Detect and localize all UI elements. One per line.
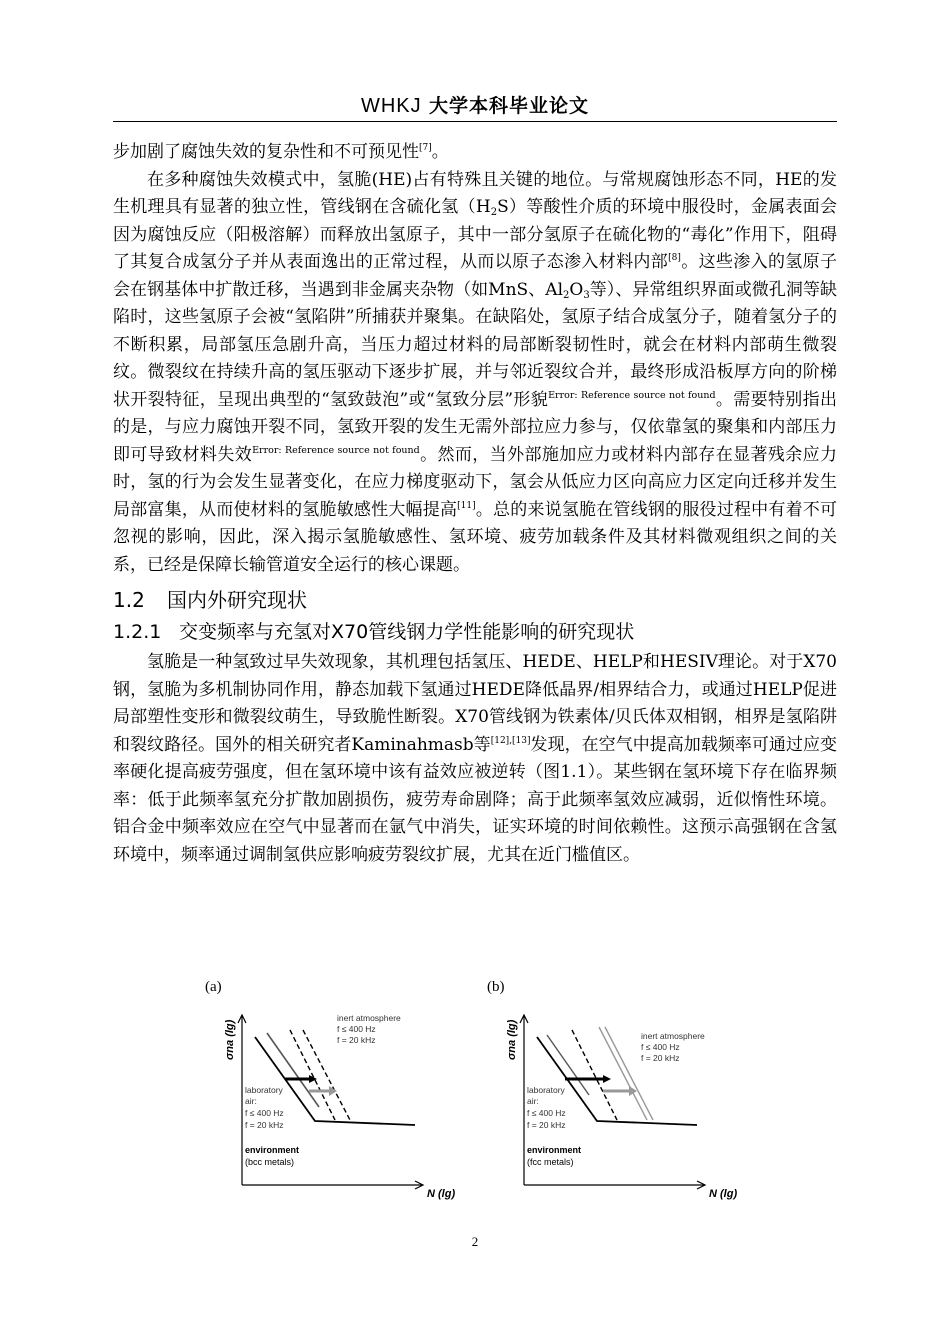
reference-error: Error: Reference source not found — [548, 389, 716, 401]
subsection-heading: 1.2.1 交变频率与充氢对X70管线钢力学性能影响的研究现状 — [113, 621, 635, 643]
x-axis-label: N (lg) — [709, 1188, 738, 1200]
lab-air-legend: laboratory air: f ≤ 400 Hz f = 20 kHz — [245, 1085, 284, 1130]
citation[interactable]: [12],[13] — [490, 735, 531, 746]
environment-label: environment (fcc metals) — [527, 1145, 582, 1167]
inert-legend: inert atmosphere f ≤ 400 Hz f = 20 kHz — [337, 1013, 401, 1045]
citation[interactable]: [11] — [457, 500, 476, 511]
header-title: 大学本科毕业论文 — [429, 95, 590, 117]
y-axis-label: σna (lg) — [224, 1019, 236, 1060]
panel-label: (a) — [205, 979, 222, 995]
y-axis-label: σna (lg) — [506, 1019, 518, 1060]
x-axis-label: N (lg) — [427, 1188, 456, 1200]
body-text — [113, 139, 837, 869]
panel-label: (b) — [487, 979, 505, 995]
lab-air-20khz-curve — [267, 1033, 319, 1107]
citation[interactable]: [7] — [419, 143, 432, 153]
inert-400hz-line — [572, 1030, 617, 1120]
environment-label: environment (bcc metals) — [245, 1145, 300, 1167]
paragraph-frequency-effect: 氢脆是一种氢致过早失效现象，其机理包括氢压、HEDE、HELP和HESIV理论。对于X70钢，氢脆为多机制协同作用，静态加载下氢通过HEDE降低晶界/相界结合力，或通过HELP促进局部塑性变形和微裂纹萌生，导致脆性断裂。X70管线钢为铁素体/贝氏体双相钢，相界是氢陷阱和裂纹路径。国外的相关研究者Kaminahmasb等[12],[13]发现，在空气中提高加载频率可通过应变率硬化提高疲劳强度，但在氢环境中该有益效应被逆转（图1.1）。某些钢在氢环境下存在临界频率：低于此频率氢充分扩散加剧损伤，疲劳寿命剧降；高于此频率氢效应减弱，近似惰性环境。铝合金中频率效应在空气中显著而在氩气中消失，证实环境的时间依赖性。这预示高强钢在含氢环境中，频率通过调制氢供应影响疲劳裂纹扩展，尤其在近门槛值区。 — [113, 652, 838, 865]
paragraph-continuation: 步加剧了腐蚀失效的复杂性和不可预见性[7]。 — [113, 142, 449, 162]
header-left: WHKJ — [360, 95, 422, 117]
page-header — [113, 92, 837, 119]
figure-1-1 — [195, 975, 785, 1205]
lab-air-legend: laboratory air: f ≤ 400 Hz f = 20 kHz — [527, 1085, 566, 1130]
page-number: 2 — [471, 1234, 479, 1249]
figure-svg — [195, 975, 785, 1205]
panel-a — [205, 979, 455, 1200]
panel-b — [487, 979, 737, 1200]
inert-20khz-line — [599, 1027, 647, 1120]
section-heading: 1.2 国内外研究现状 — [113, 588, 307, 612]
paragraph-hydrogen-embrittlement: 在多种腐蚀失效模式中，氢脆(HE)占有特殊且关键的地位。与常规腐蚀形态不同，HE的发生机理具有显著的独立性，管线钢在含硫化氢$(H_2S)$等酸性介质的环境中服役时，金属表面会因为腐蚀反应（阳极溶解）而释放出氢原子，其中一部分氢原子在硫化物的“毒化”作用下，阻碍了其复合成氢分子并从表面逸出的正常过程，从而以原子态渗入材料内部[8]。这些渗入的氢原子会在钢基体中扩散迁移，当遇到非金属夹杂物（如MnS、$Al_2O_3$等）、异常组织界面或微孔洞等缺陷时，这些氢原子会被“氢陷阱”所捕获并聚集。在缺陷处，氢原子结合成氢分子，随着氢分子的不断积累，局部氢压急剧升高，当压力超过材料的局部断裂韧性时，就会在材料内部萌生微裂纹。微裂纹在持续升高的氢压驱动下逐步扩展，并与邻近裂纹合并，最终形成沿板厚方向的阶梯状开裂特征，呈现出典型的“氢致鼓泡”或“氢致分层”形貌$^{Error: Reference source not found}$。需要特别指出的是，与应力腐蚀开裂不同，氢致开裂的发生无需外部拉应力参与，仅依靠氢的聚集和内部压力即可导致材料失效$^{Error: Reference source not found}$。然而，当外部施加应力或材料内部存在显著残余应力时，氢的行为会发生显著变化，在应力梯度驱动下，氢会从低应力区向高应力区定向迁移并发生局部富集，从而使材料的氢脆敏感性大幅提高[11]。总的来说氢脆在管线钢的服役过程中有着不可忽视的影响，因此，深入揭示氢脆敏感性、氢环境、疲劳加载条件及其材料微观组织之间的关系，已经是保障长输管道安全运行的核心课题。 — [113, 169, 838, 575]
inert-legend: inert atmosphere f ≤ 400 Hz f = 20 kHz — [641, 1031, 705, 1063]
citation[interactable]: [8] — [668, 253, 681, 263]
reference-error: Error: Reference source not found — [252, 444, 420, 456]
header-rule — [113, 121, 837, 122]
